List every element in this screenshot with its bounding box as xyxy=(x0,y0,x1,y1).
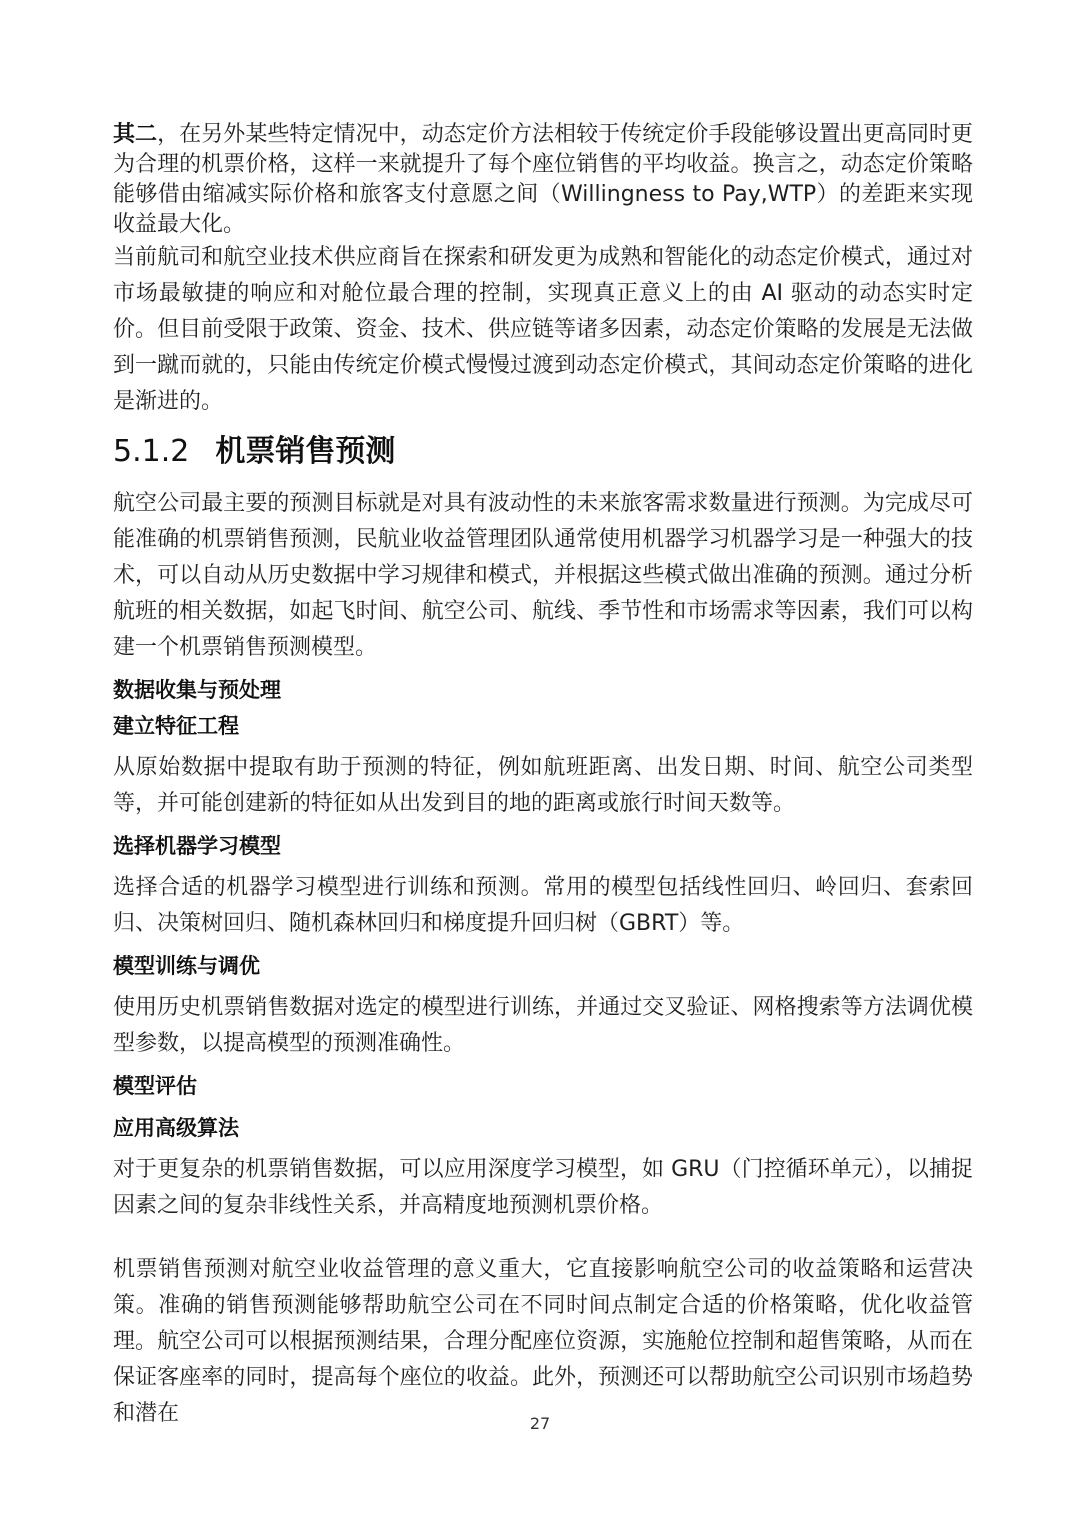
significance-paragraph: 机票销售预测对航空业收益管理的意义重大，它直接影响航空公司的收益策略和运营决策。准确的销售预测能够帮助航空公司在不同时间点制定合适的价格策略，优化收益管理。航空公司可以根据预测结果，合理分配座位资源，实施舱位控制和超售策略，从而在保证客座率的同时，提高每个座位的收益。此外，预测还可以帮助航空公司识别市场趋势和潜在 xyxy=(113,1257,973,1426)
intro-lead: 其二 xyxy=(113,122,158,147)
step-training-text: 使用历史机票销售数据对选定的模型进行训练，并通过交叉验证、网格搜索等方法调优模型参数，以提高模型的预测准确性。 xyxy=(113,995,973,1056)
step-model-selection-title: 选择机器学习模型 xyxy=(113,834,281,858)
section-heading xyxy=(113,432,973,472)
section-title: 机票销售预测 xyxy=(215,434,396,469)
step-advanced-text: 对于更复杂的机票销售数据，可以应用深度学习模型，如 GRU（门控循环单元），以捕捉因素之间的复杂非线性关系，并高精度地预测机票价格。 xyxy=(113,1157,973,1218)
page-content xyxy=(113,120,973,1432)
step-model-selection-text: 选择合适的机器学习模型进行训练和预测。常用的模型包括线性回归、岭回归、套索回归、决策树回归、随机森林回归和梯度提升回归树（GBRT）等。 xyxy=(113,875,973,936)
forecast-paragraph: 航空公司最主要的预测目标就是对具有波动性的未来旅客需求数量进行预测。为完成尽可能准确的机票销售预测，民航业收益管理团队通常使用机器学习机器学习是一种强大的技术，可以自动从历史数据中学习规律和模式，并根据这些模式做出准确的预测。通过分析航班的相关数据，如起飞时间、航空公司、航线、季节性和市场需求等因素，我们可以构建一个机票销售预测模型。 xyxy=(113,491,973,660)
step-training-title: 模型训练与调优 xyxy=(113,954,260,978)
intro-text: ，在另外某些特定情况中，动态定价方法相较于传统定价手段能够设置出更高同时更为合理的机票价格，这样一来就提升了每个座位销售的平均收益。换言之，动态定价策略能够借由缩减实际价格和旅客支付意愿之间（Willingness to Pay,WTP）的差距来实现收益最大化。 xyxy=(113,122,973,237)
step-advanced-title: 应用高级算法 xyxy=(113,1116,239,1140)
step-feature-engineering-text: 从原始数据中提取有助于预测的特征，例如航班距离、出发日期、时间、航空公司类型等，并可能创建新的特征如从出发到目的地的距离或旅行时间天数等。 xyxy=(113,755,973,816)
current-status-paragraph: 当前航司和航空业技术供应商旨在探索和研发更为成熟和智能化的动态定价模式，通过对市场最敏捷的响应和对舱位最合理的控制，实现真正意义上的由 AI 驱动的动态实时定价。但目前受限于政策、资金、技术、供应链等诸多因素，动态定价策略的发展是无法做到一蹴而就的，只能由传统定价模式慢慢过渡到动态定价模式，其间动态定价策略的进化是渐进的。 xyxy=(113,245,973,414)
step-evaluation-title: 模型评估 xyxy=(113,1074,197,1098)
step-feature-engineering-title: 建立特征工程 xyxy=(113,714,239,738)
step-data-collection-title: 数据收集与预处理 xyxy=(113,678,281,702)
page-number: 27 xyxy=(529,1414,551,1433)
section-number: 5.1.2 xyxy=(113,434,190,469)
intro-paragraph xyxy=(113,120,973,240)
